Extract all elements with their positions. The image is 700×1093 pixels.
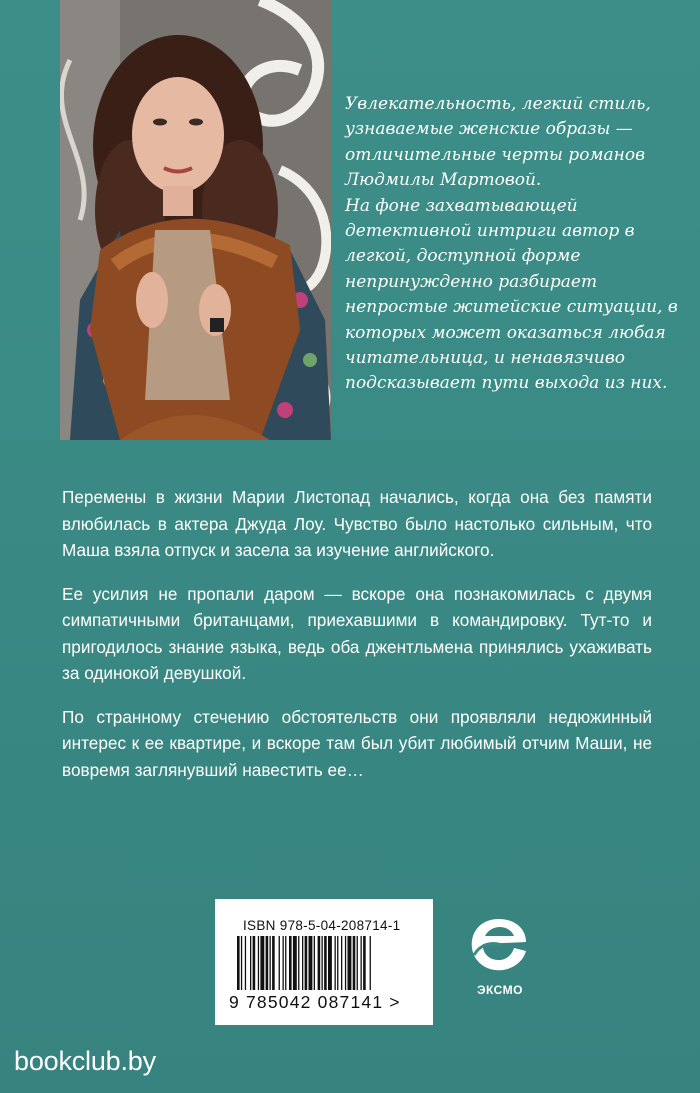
barcode-bar — [285, 936, 286, 990]
barcode-bar — [241, 936, 242, 990]
barcode-bar — [337, 936, 338, 990]
barcode-bar — [314, 936, 315, 990]
barcode-bar — [361, 936, 362, 990]
isbn-barcode — [215, 899, 433, 1025]
isbn-label: ISBN 978-5-04-208714-1 — [243, 918, 401, 933]
barcode-bar — [335, 936, 336, 990]
eksmo-logo-icon — [466, 915, 532, 975]
barcode-bar — [289, 936, 292, 990]
barcode-bar — [266, 936, 269, 990]
watermark: bookclub.by — [14, 1046, 156, 1076]
barcode-bar — [298, 936, 299, 990]
barcode-bar — [309, 936, 313, 990]
barcode-bar — [250, 936, 251, 990]
barcode-bar — [341, 936, 342, 990]
barcode-bar — [253, 936, 256, 990]
barcode-bar — [353, 936, 356, 990]
barcode-bars — [237, 936, 413, 990]
barcode-bar — [302, 936, 303, 990]
barcode-bar — [283, 936, 284, 990]
barcode-bar — [348, 936, 352, 990]
synopsis-paragraph: Ее усилия не пропали даром — вскоре она познакомилась с двумя симпатичными британцами, приехавшими в командировку. Тут-то и пригодилось знание языка, ведь оба джентльмена принялись ухаживать за одинокой девушкой. — [62, 583, 652, 683]
barcode-bar — [237, 936, 240, 990]
barcode-bar — [357, 936, 358, 990]
barcode-bar — [258, 936, 259, 990]
barcode-bar — [345, 936, 346, 990]
synopsis-paragraph: Перемены в жизни Марии Листопад начались, когда она без памяти влюбилась в актера Джуда Лоу. Чувство было настолько сильным, что Маша взяла отпуск и засела за изучение английского. — [62, 487, 652, 560]
barcode-bar — [305, 936, 308, 990]
synopsis-paragraph: По странному стечению обстоятельств они проявляли недюжинный интерес к ее квартире, и вскоре там был убит любимый отчим Маши, не вовремя заглянувший навестить ее… — [62, 706, 652, 780]
book-synopsis — [62, 484, 652, 800]
barcode-bar — [270, 936, 271, 990]
barcode-bar — [293, 936, 297, 990]
barcode-digits: 9 785042 087141 > — [229, 992, 401, 1012]
annotation-paragraph: На фоне захватывающей детективной интриги автор в легкой, доступной форме непринужденно разбирает непростые житейские ситуации, в которых может оказаться любая читательница, и ненавязчиво подсказывает пути выхода из них. — [345, 195, 678, 394]
book-annotation — [345, 92, 685, 397]
annotation-paragraph: Увлекательность, легкий стиль, узнаваемые женские образы — отличительные черты романов Людмилы Мартовой. — [345, 94, 651, 191]
barcode-bar — [318, 936, 321, 990]
publisher-name: ЭКСМО — [476, 983, 524, 997]
barcode-bar — [324, 936, 327, 990]
barcode-bar — [272, 936, 275, 990]
barcode-bar — [260, 936, 264, 990]
barcode-bar — [322, 936, 323, 990]
barcode-bar — [370, 936, 371, 990]
barcode-bar — [245, 936, 246, 990]
author-photo — [60, 0, 331, 440]
barcode-bar — [279, 936, 280, 990]
barcode-bar — [363, 936, 366, 990]
barcode-bar — [328, 936, 332, 990]
